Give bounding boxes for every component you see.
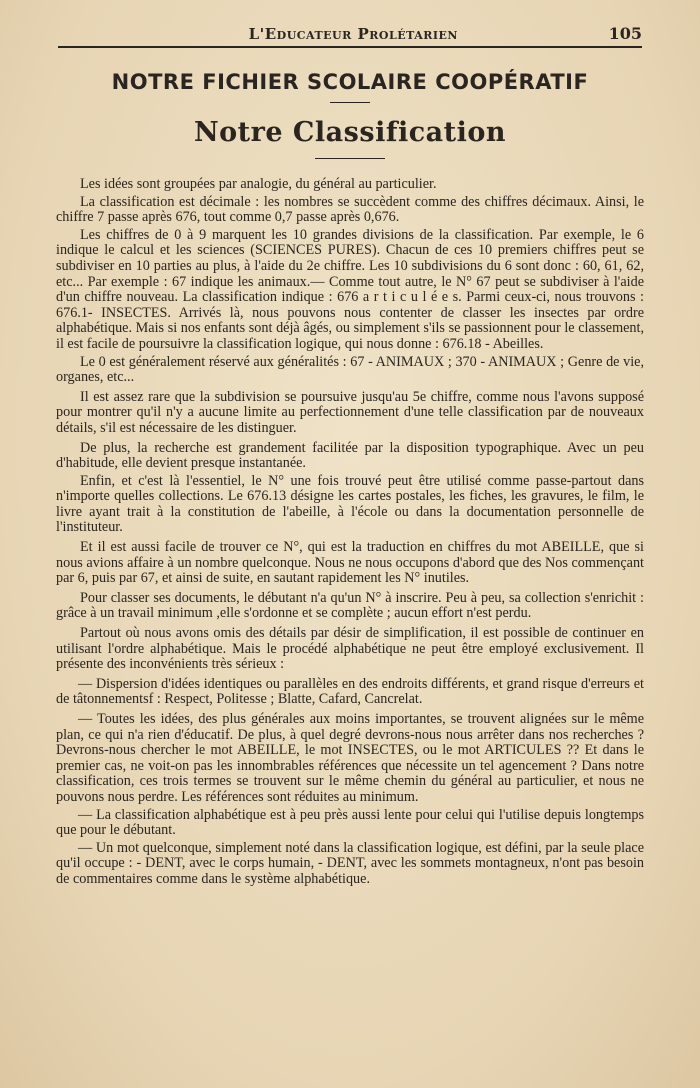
list-item: — La classification alphabétique est à peu près aussi lente pour celui qui l'utilise depuis longtemps que pour le débutant. [56, 806, 644, 839]
section-title: NOTRE FICHIER SCOLAIRE COOPÉRATIF [111, 70, 589, 94]
page-number: 105 [608, 24, 642, 43]
paragraph: Enfin, et c'est là l'essentiel, le N° une fois trouvé peut être utilisé comme passe-partout dans n'importe quelles collections. Le 676.13 désigne les cartes postales, les fiches, les gravures, le film, le livre ayant trait à la constitution de l'abeille, à l'école ou dans la documentation personnelle de l'instituteur. [56, 472, 644, 536]
list-item: — Un mot quelconque, simplement noté dans la classification logique, est défini, par la seule place qu'il occupe : - DENT, avec le corps humain, - DENT, avec les sommets montagneux, n'ont pas besoin de commentaires comme dans le système alphabétique. [56, 839, 644, 887]
paragraph: Les chiffres de 0 à 9 marquent les 10 grandes divisions de la classification. Par exemple, le 6 indique le calcul et les sciences (SCIENCES PURES). Chacun de ces 10 premiers chiffres peut se subdiviser en 10 parties au plus, à l'aide du 2e chiffre. Les 10 subdivisions du 6 sont donc : 60, 61, 62, etc... Par exemple : 67 indique les animaux.— Comme tout autre, le N° 67 peut se subdiviser à l'aide d'un chiffre nouveau. La classification indique : 676 a r t i c u l é e s. Parmi ceux-ci, nous trouvons : 676.1- INSECTES. Arrivés là, nous pouvons nous contenter de classer les insectes par ordre alphabétique. Mais si nos enfants sont déjà âgés, ou simplement s'ils se passionnent pour le classement, il est facile de poursuivre la classification logique, qui nous donne : 676.18 - Abeilles. [56, 226, 644, 352]
paragraph: Il est assez rare que la subdivision se poursuive jusqu'au 5e chiffre, comme nous l'avons supposé pour montrer qu'il n'y a aucune limite au perfectionnement d'une telle classification par de nouveaux détails, s'il est nécessaire de les distinguer. [56, 388, 644, 436]
running-header [58, 24, 642, 48]
article-title: Notre Classification [193, 117, 507, 148]
article-divider [315, 158, 385, 159]
journal-title: L'Educateur Prolétarien [248, 25, 458, 43]
list-item: — Toutes les idées, des plus générales aux moins importantes, se trouvent alignées sur le même plan, ce qui n'a rien d'éducatif. De plus, à quel degré devrons-nous nous arrêter dans nos recherches ? Devrons-nous chercher le mot ABEILLE, le mot INSECTES, ou le mot ARTICULES ?? Et dans le premier cas, ne voit-on pas les innombrables références que nécessite un tel agencement ? Dans notre classification, ces trois termes se trouvent sur le même chemin du général au particulier, et nous ne pouvons nous perdre. Les références sont réduites au minimum. [56, 711, 644, 805]
paragraph: Partout où nous avons omis des détails par désir de simplification, il est possible de continuer en utilisant l'ordre alphabétique. Mais le procédé alphabétique ne peut être employé exclusivement. Il présente des inconvénients très sérieux : [56, 625, 644, 673]
paragraph: Pour classer ses documents, le débutant n'a qu'un N° à inscrire. Peu à peu, sa collection s'enrichit : grâce à un travail minimum ,elle s'ordonne et se complète ; aucun effort n'est perdu. [56, 589, 644, 622]
paragraph: La classification est décimale : les nombres se succèdent comme des chiffres décimaux. Ainsi, le chiffre 7 passe après 676, tout comme 0,7 passe après 0,676. [56, 193, 644, 226]
paragraph: Les idées sont groupées par analogie, du général au particulier. [80, 176, 437, 192]
paragraph: Et il est aussi facile de trouver ce N°, qui est la traduction en chiffres du mot ABEILLE, que si nous avions affaire à un nombre quelconque. Nous ne nous occupons d'abord que des Nos commençant par 6, puis par 67, et ainsi de suite, en sautant rapidement les N° inutiles. [56, 539, 644, 587]
article-body [56, 177, 644, 888]
list-item: — Dispersion d'idées identiques ou parallèles en des endroits différents, et grand risque d'erreurs et de tâtonnementsf : Respect, Politesse ; Blatte, Cafard, Cancrelat. [56, 675, 644, 708]
paragraph: De plus, la recherche est grandement facilitée par la disposition typographique. Avec un peu d'habitude, elle devient presque instantanée. [56, 439, 644, 472]
title-divider [330, 102, 370, 103]
paragraph: Le 0 est généralement réservé aux généralités : 67 - ANIMAUX ; 370 - ANIMAUX ; Genre de vie, organes, etc... [56, 353, 644, 386]
